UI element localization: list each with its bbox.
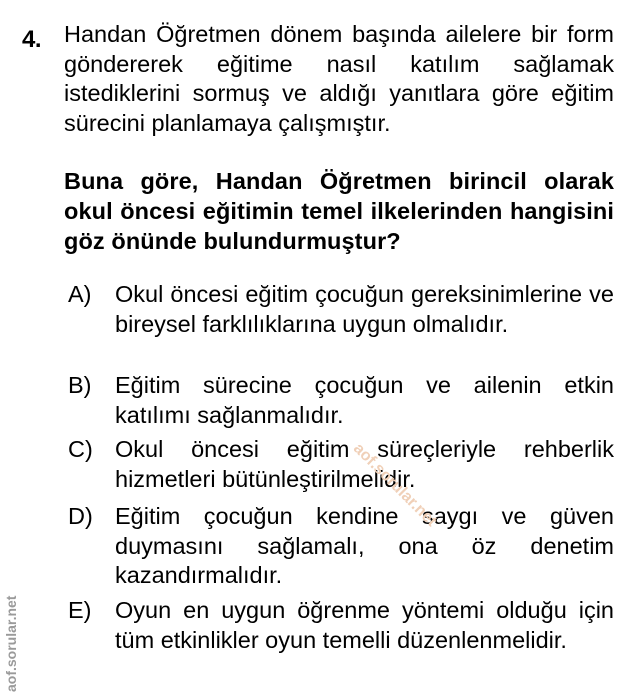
question-lead: Buna göre, Handan Öğretmen birincil olarak okul öncesi eğitimin temel ilkelerinden hangisini göz önünde bulundurmuştur? bbox=[64, 168, 614, 254]
option-d[interactable] bbox=[68, 502, 614, 591]
question-number: 4. bbox=[22, 26, 42, 53]
side-watermark: aof.sorular.net bbox=[3, 595, 19, 692]
diagonal-watermark: aof.sorular.net bbox=[349, 440, 440, 530]
option-text: Eğitim sürecine çocuğun ve ailenin etkin katılımı sağlanmalıdır. bbox=[115, 372, 614, 428]
option-letter: E) bbox=[68, 597, 92, 623]
option-a[interactable] bbox=[68, 280, 614, 339]
option-letter: A) bbox=[68, 281, 92, 307]
question-stem: Handan Öğretmen dönem başında ailelere bir form göndererek eğitime nasıl katılım sağlamak istediklerini sormuş ve aldığı yanıtlara göre eğitim sürecini planlamaya çalışmıştır. bbox=[64, 21, 614, 136]
option-c[interactable] bbox=[68, 435, 614, 494]
option-letter: D) bbox=[68, 503, 93, 529]
option-text: Oyun en uygun öğrenme yöntemi olduğu için tüm etkinlikler oyun temelli düzenlenmelidir. bbox=[115, 597, 614, 653]
option-b[interactable] bbox=[68, 371, 614, 430]
option-text: Eğitim çocuğun kendine saygı ve güven duymasını sağlamalı, ona öz denetim kazandırmalıdır. bbox=[115, 503, 614, 588]
option-text: Okul öncesi eğitim çocuğun gereksinimlerine ve bireysel farklılıklarına uygun olmalıdır. bbox=[115, 281, 614, 337]
option-letter: B) bbox=[68, 372, 92, 398]
option-text: Okul öncesi eğitim süreçleriyle rehberlik hizmetleri bütünleştirilmelidir. bbox=[115, 436, 614, 492]
option-e[interactable] bbox=[68, 596, 614, 655]
option-letter: C) bbox=[68, 436, 93, 462]
